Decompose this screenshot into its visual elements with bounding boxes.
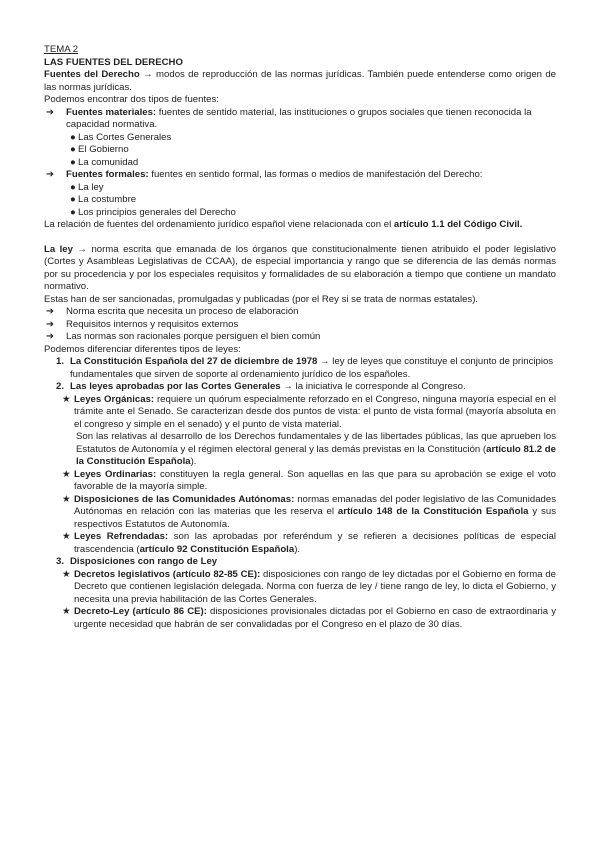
page-title: LAS FUENTES DEL DERECHO (44, 56, 183, 68)
decretos-legislativos-item: ★ Decretos legislativos (artículo 82-85 CE): disposiciones con rango de ley dictadas por el Gobierno en forma de Decreto que contienen legislación delegada. Norma con fuerza de ley / tiene rango de ley, lo dicta el Gobierno, y necesita una previa habilitación de las Cortes Generales. (62, 568, 556, 605)
decreto-ley-item: ★ Decreto-Ley (artículo 86 CE): disposiciones provisionales dictadas por el Gobierno en caso de extraordinaria y urgente necesidad que habrán de ser convalidadas por el Congreso en el plazo de 30 días. (62, 606, 556, 630)
arrow-bullet-icon: ➔ (46, 106, 55, 118)
dot-bullet-icon: ● (70, 131, 76, 143)
leyes-refrendadas-item: ★ Leyes Refrendadas: son las aprobadas por referéndum y se refieren a decisiones políticas de especial trascendencia (artículo 92 Constitución Española). (62, 531, 556, 555)
fuentes-formales-row (44, 169, 556, 182)
arrow-bullet-icon: ➔ (46, 318, 55, 330)
tipos-intro: Podemos diferenciar diferentes tipos de leyes: (44, 343, 241, 355)
ley-term: La ley (44, 243, 73, 255)
fuentes-materiales-list (44, 132, 556, 170)
sancionadas-paragraph: Estas han de ser sancionadas, promulgadas y publicadas (por el Rey si se trata de normas estatales). (44, 293, 479, 305)
fuentes-materiales-label: Fuentes materiales: (66, 106, 157, 118)
star-bullet-icon: ★ (62, 393, 71, 405)
leyes-organicas-item: ★ Leyes Orgánicas: requiere un quórum especialmente reforzado en el Congreso, ninguna mayoría especial en el trámite ante el Senado. Se caracterizan desde dos puntos de vista: el punto de vista formal (mayoría absoluta en el congreso y simple en el senado) y el punto de vista material. (62, 393, 556, 430)
leyes-organicas-extra: Son las relativas al desarrollo de los Derechos fundamentales y de las libertades públicas, las que aprueben los Estatutos de Autonomía y el régimen electoral general y las demás previstas en la Constitución (artículo 81.2 de la Constitución Española). (76, 431, 556, 467)
types-intro: Podemos encontrar dos tipos de fuentes: (44, 94, 219, 105)
list-item: ● La ley (70, 181, 104, 193)
relacion-paragraph: La relación de fuentes del ordenamiento jurídico español viene relacionada con el artículo 1.1 del Código Civil. (44, 219, 523, 230)
arrow-bullet-icon: ➔ (46, 331, 55, 342)
ley-paragraph: La ley → norma escrita que emanada de los órganos que constitucionalmente tienen atribuido el poder legislativo (Cortes y Asambleas Legislativas de CCAA), de especial importancia y rango que se diferencia de las demás normas por su procedencia y por los especiales requisitos y formalidades de su elaboración a tiempo que contiene un mandato normativo. (44, 243, 556, 292)
star-bullet-icon: ★ (62, 531, 71, 542)
arrow-bullet-icon: ➔ (46, 169, 55, 180)
intro-arrow: → (143, 69, 153, 80)
disposiciones-ccaa-item: ★ Disposiciones de las Comunidades Autónomas: normas emanadas del poder legislativo de las Comunidades Autónomas en relación con las materias que les reserva el artículo 148 de la Constitución Española y sus respectivos Estatutos de Autonomía. (62, 493, 556, 530)
list-item: ● El Gobierno (70, 144, 129, 155)
leyes-ordinarias-item: ★ Leyes Ordinarias: constituyen la regla general. Son aquellas en las que para su aprobación se exige el voto favorable de la mayoría simple. (62, 468, 556, 492)
fuentes-formales-list (44, 182, 556, 220)
dot-bullet-icon: ● (70, 194, 76, 205)
ley-point: ➔ Requisitos internos y requisitos externos (46, 318, 239, 330)
arrow-bullet-icon: ➔ (46, 306, 55, 317)
list-number: 2. (55, 381, 64, 392)
tipo-3-row: 3. Disposiciones con rango de Ley (44, 556, 556, 569)
intro-term: Fuentes del Derecho (44, 69, 140, 80)
dot-bullet-icon: ● (70, 144, 76, 155)
ley-arrow: → (72, 243, 92, 255)
star-bullet-icon: ★ (62, 468, 71, 480)
list-item: ● Los principios generales del Derecho (70, 206, 236, 218)
fuentes-formales-label: Fuentes formales: (66, 169, 149, 180)
star-bullet-icon: ★ (62, 606, 71, 617)
tipo-2-row: 2. Las leyes aprobadas por las Cortes Generales → la iniciativa le corresponde al Congreso. (44, 381, 556, 394)
list-number: 3. (55, 556, 64, 567)
fuentes-formales-text: fuentes en sentido formal, las formas o medios de manifestación del Derecho: (148, 169, 483, 180)
tema-label: TEMA 2 (44, 44, 79, 55)
ley-point: ➔ Norma escrita que necesita un proceso de elaboración (46, 306, 299, 317)
dot-bullet-icon: ● (70, 206, 76, 218)
list-item: ● La costumbre (70, 194, 137, 205)
list-number: 1. (55, 356, 64, 367)
list-item: ● La comunidad (70, 156, 139, 168)
star-bullet-icon: ★ (62, 493, 71, 505)
codigo-civil-reference: artículo 1.1 del Código Civil. (393, 219, 523, 230)
star-bullet-icon: ★ (62, 568, 71, 580)
intro-definition: modos de reproducción de las normas jurídicas. También puede entenderse como origen de las normas jurídicas. (44, 69, 557, 93)
tipo-1-row: 1. La Constitución Española del 27 de diciembre de 1978 → ley de leyes que constituye el conjunto de principios fundamentales que sirven de soporte al ordenamiento jurídico de los españoles. (44, 356, 556, 381)
list-item: ● Las Cortes Generales (70, 131, 172, 143)
fuentes-materiales-row (44, 107, 556, 132)
ley-point: ➔ Las normas son racionales porque persiguen el bien común (46, 331, 321, 342)
fuentes-materiales-text: fuentes de sentido material, las instituciones o grupos sociales que tienen reconocida la capacidad normativa. (66, 106, 532, 130)
intro-paragraph (44, 69, 556, 94)
document-page (44, 44, 556, 631)
dot-bullet-icon: ● (70, 181, 76, 193)
dot-bullet-icon: ● (70, 156, 76, 168)
